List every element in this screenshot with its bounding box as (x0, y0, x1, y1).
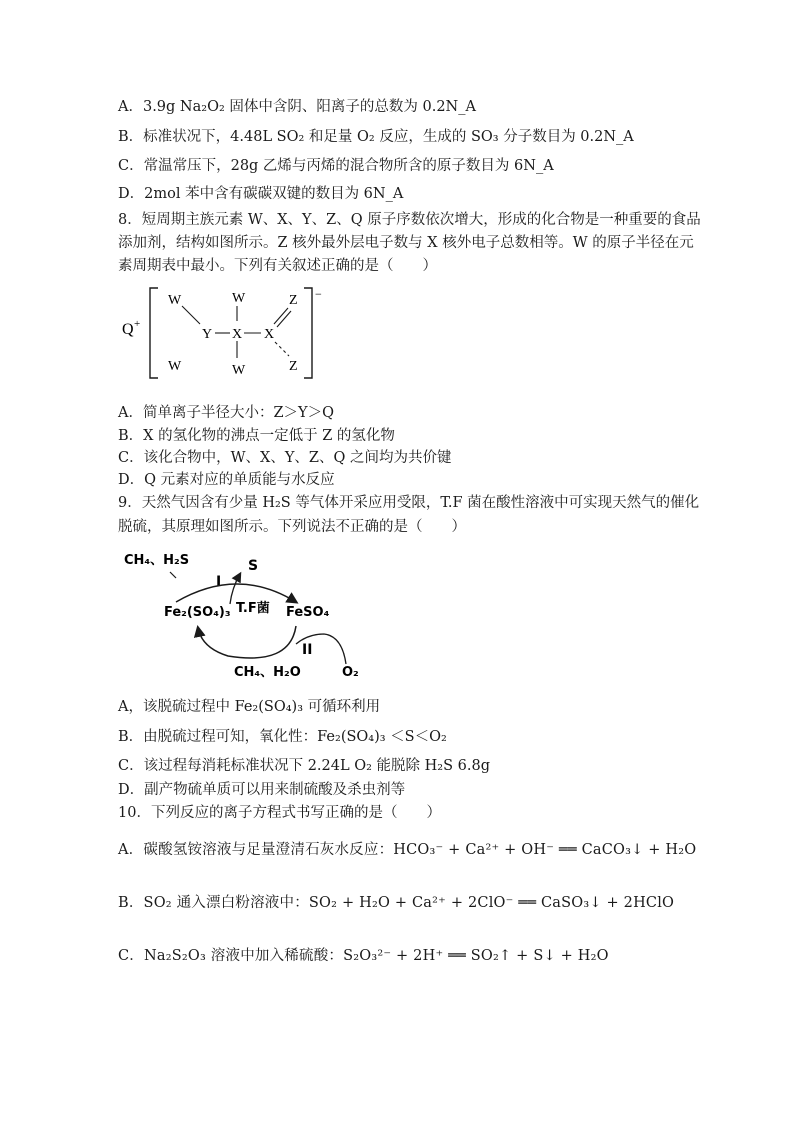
q9-arrow-to-s (230, 574, 240, 604)
q8-cation-symbol: Q (122, 321, 134, 338)
q9-arrow-step-1 (176, 584, 296, 602)
q10-option-b: B．SO₂ 通入漂白粉溶液中：SO₂ + H₂O + Ca²⁺ + 2ClO⁻ ══ CaSO₃↓ + 2HClO (118, 895, 675, 911)
q8-atom-w-bottom-left: W (168, 359, 182, 374)
q9-stem-line-1: 9．天然气因含有少量 H₂S 等气体开采应用受限，T.F 菌在酸性溶液中可实现天然气的催化 (118, 495, 700, 511)
q8-option-a: A．简单离子半径大小：Z＞Y＞Q (118, 405, 335, 421)
q9-desulfurization-figure (118, 544, 378, 684)
q7-option-d: D．2mol 苯中含有碳碳双键的数目为 6N_A (118, 186, 404, 202)
q9-product-s: S (248, 558, 259, 574)
q8-left-bracket (150, 288, 158, 378)
q9-reactant-tick (170, 572, 176, 578)
q8-option-c: C．该化合物中，W、X、Y、Z、Q 之间均为共价键 (118, 450, 452, 466)
q8-atom-x-center: X (232, 327, 243, 342)
q8-atom-z-top: Z (289, 293, 298, 308)
q9-option-b: B．由脱硫过程可知，氧化性：Fe₂(SO₄)₃ ＜S＜O₂ (118, 729, 447, 745)
q8-right-bracket (304, 288, 312, 378)
q8-atom-w-top-left: W (168, 293, 182, 308)
q9-option-d: D．副产物硫单质可以用来制硫酸及杀虫剂等 (118, 782, 406, 798)
q8-stem-line-1: 8．短周期主族元素 W、X、Y、Z、Q 原子序数依次增大，形成的化合物是一种重要的食品 (118, 212, 701, 228)
q7-option-c: C．常温常压下，28g 乙烯与丙烯的混合物所含的原子数目为 6N_A (118, 158, 554, 174)
q9-feso4: FeSO₄ (286, 605, 330, 620)
q8-atom-w-bottom: W (232, 363, 246, 378)
q9-o2: O₂ (342, 665, 359, 680)
q9-step-2-label: II (302, 642, 313, 658)
q9-products-bottom: CH₄、H₂O (234, 665, 301, 680)
q10-stem: 10．下列反应的离子方程式书写正确的是（ ） (118, 805, 441, 821)
q10-option-a: A．碳酸氢铵溶液与足量澄清石灰水反应：HCO₃⁻ + Ca²⁺ + OH⁻ ══ CaCO₃↓ + H₂O (118, 842, 697, 858)
q9-arrow-step-2 (198, 626, 296, 658)
q9-stem-line-2: 脱硫，其原理如图所示。下列说法不正确的是（ ） (118, 519, 466, 535)
q8-atom-x-right: X (264, 327, 275, 342)
q9-step-1-label: I (216, 574, 222, 590)
q10-option-c: C．Na₂S₂O₃ 溶液中加入稀硫酸：S₂O₃²⁻ + 2H⁺ ══ SO₂↑ + S↓ + H₂O (118, 948, 609, 964)
q8-stem-line-3: 素周期表中最小。下列有关叙述正确的是（ ） (118, 258, 437, 274)
q8-structure-figure (118, 284, 328, 384)
q7-option-b: B．标准状况下，4.48L SO₂ 和足量 O₂ 反应，生成的 SO₃ 分子数目为 0.2N_A (118, 129, 634, 145)
q9-option-a: A，该脱硫过程中 Fe₂(SO₄)₃ 可循环利用 (118, 699, 381, 715)
q8-atom-w-top: W (232, 291, 246, 306)
q8-option-d: D．Q 元素对应的单质能与水反应 (118, 472, 335, 488)
q8-anion-charge: − (315, 287, 322, 301)
q7-option-a: A．3.9g Na₂O₂ 固体中含阴、阳离子的总数为 0.2N_A (118, 99, 476, 115)
q9-fe2so43: Fe₂(SO₄)₃ (164, 605, 231, 620)
q8-cation-charge: + (134, 318, 141, 330)
q8-atom-y: Y (202, 327, 213, 342)
q9-reactants-top: CH₄、H₂S (124, 553, 190, 568)
q8-stem-line-2: 添加剂，结构如图所示。Z 核外最外层电子数与 X 核外电子总数相等。W 的原子半径在元 (118, 235, 694, 251)
q9-option-c: C．该过程每消耗标准状况下 2.24L O₂ 能脱除 H₂S 6.8g (118, 758, 490, 774)
q8-option-b: B．X 的氢化物的沸点一定低于 Z 的氢化物 (118, 428, 395, 444)
q9-tf-bacteria: T.F菌 (236, 601, 270, 616)
q8-atom-z-bottom: Z (289, 359, 298, 374)
